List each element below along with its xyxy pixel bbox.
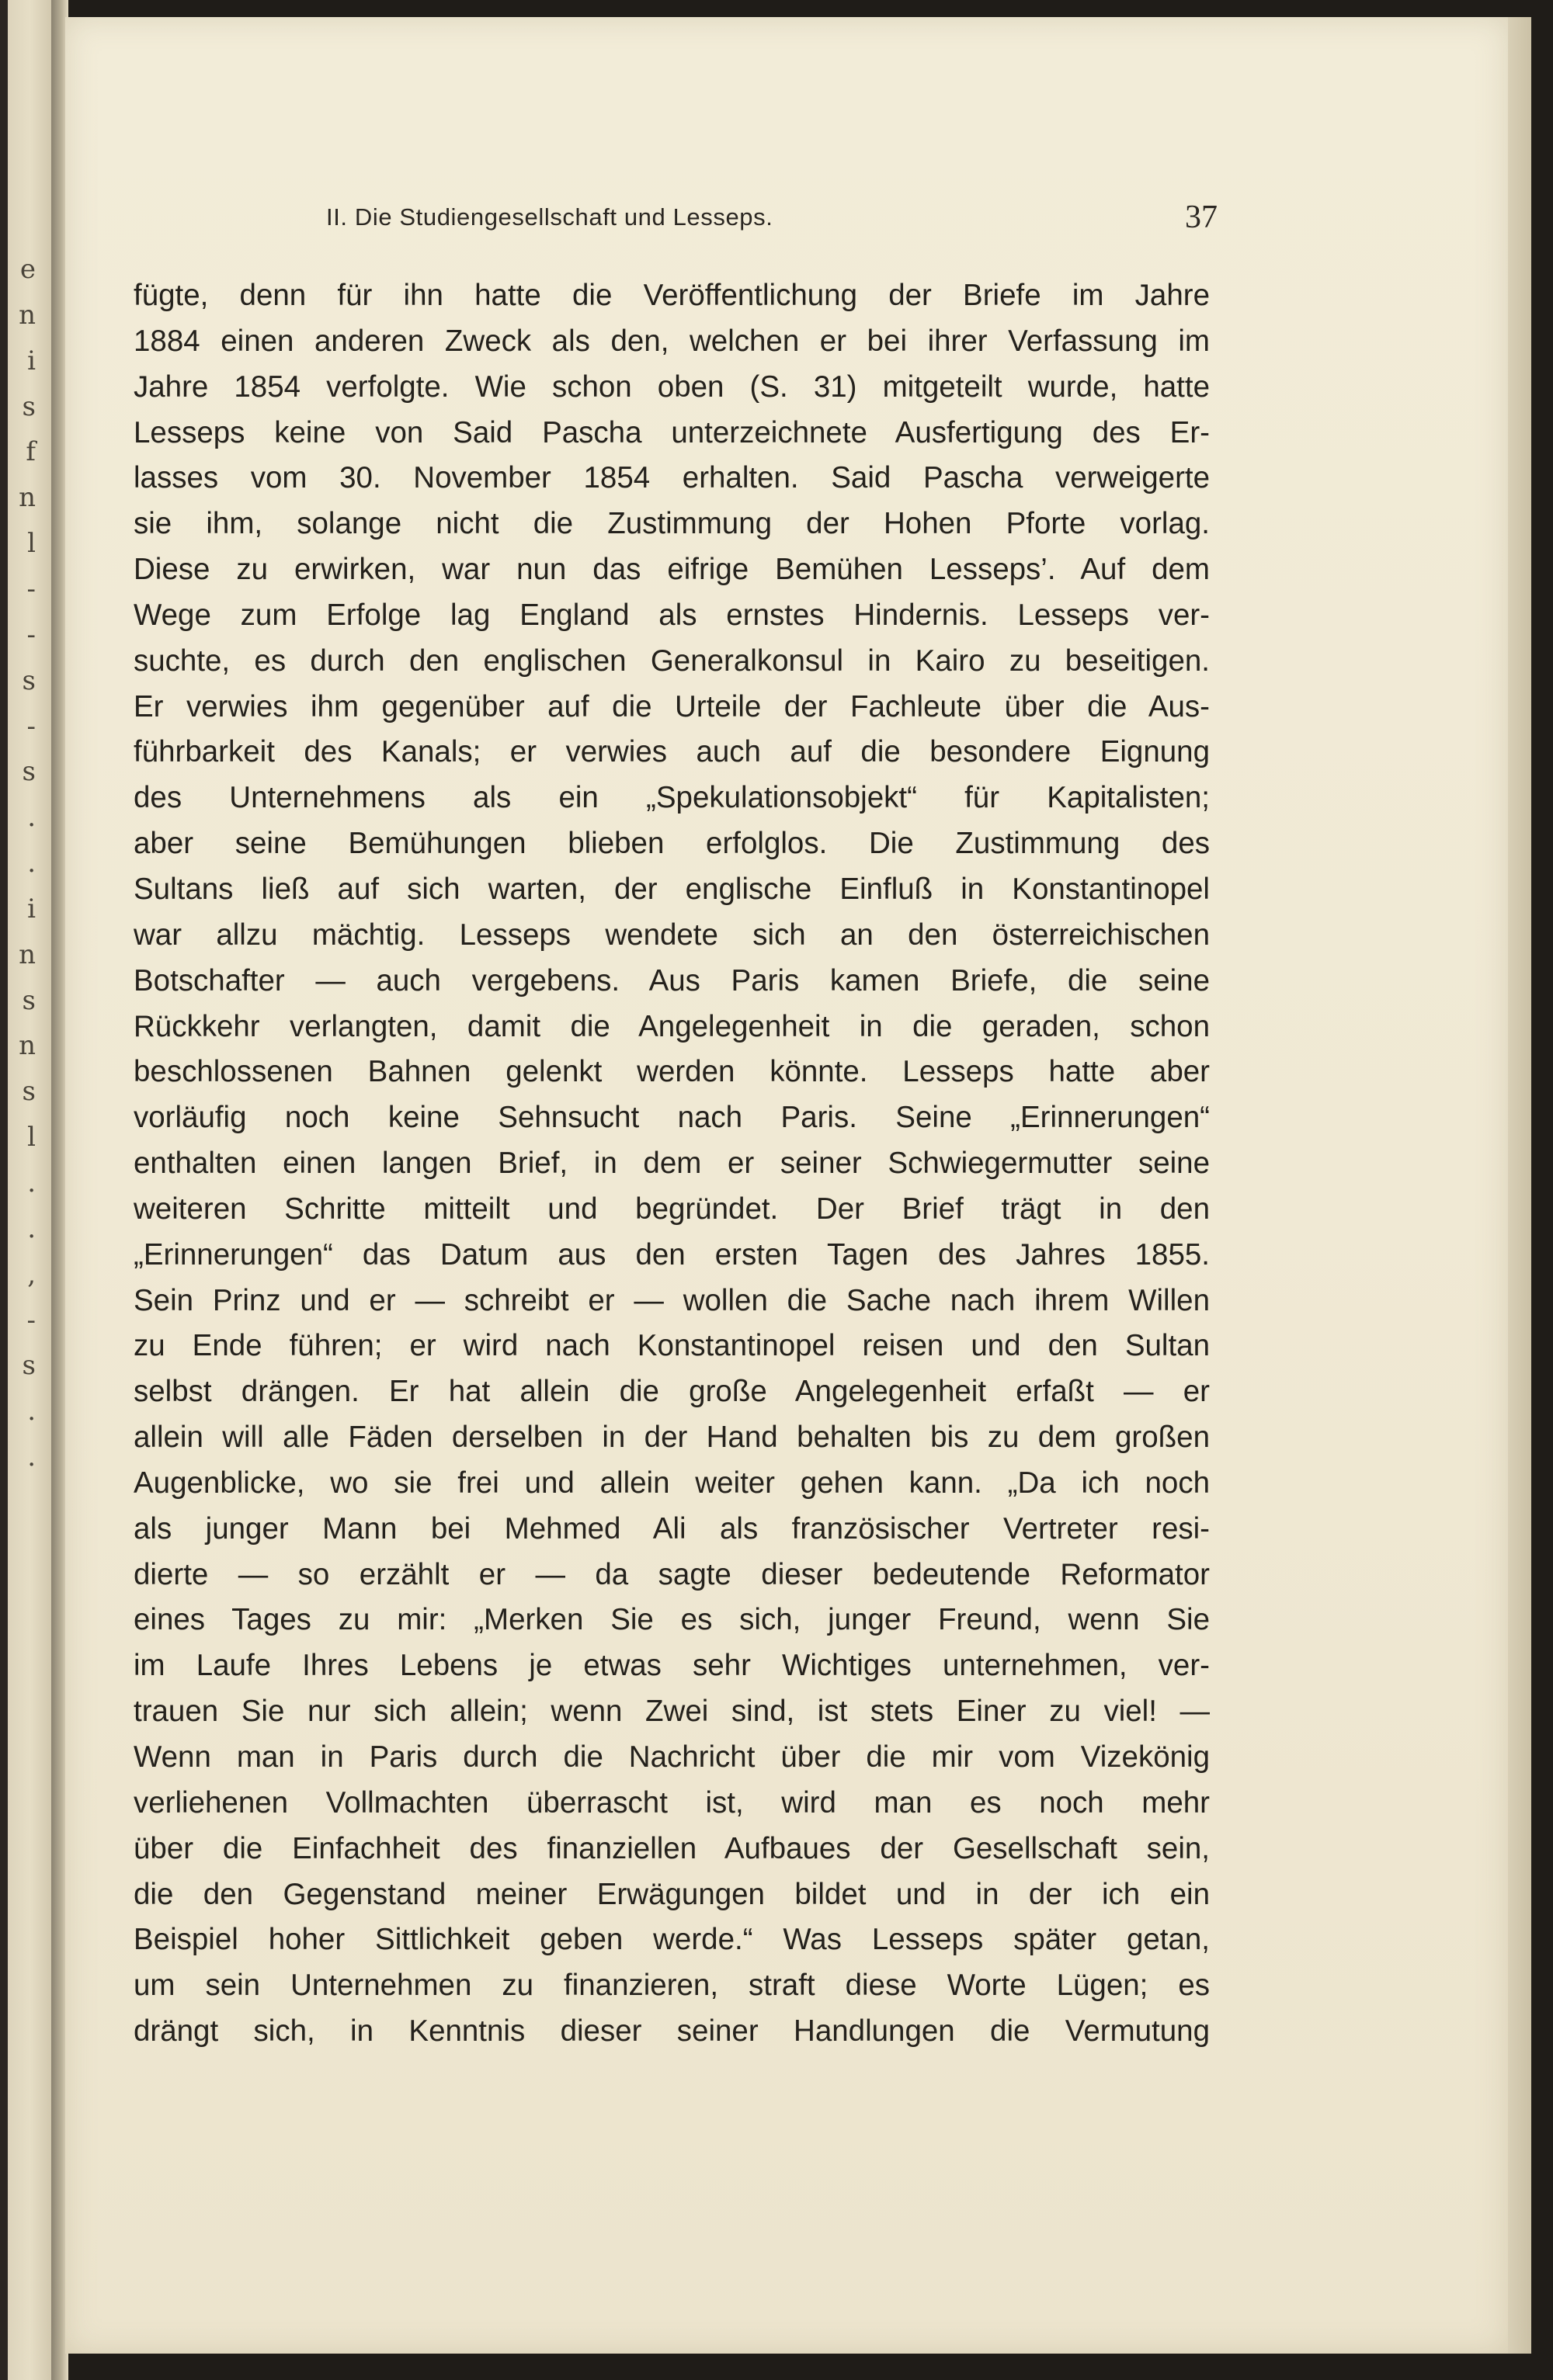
- text-line: Diese zu erwirken, war nun das eifrige Bemühen Lesseps’. Auf dem: [134, 553, 1210, 587]
- text-line: beschlossenen Bahnen gelenkt werden könnte. Lesseps hatte aber: [134, 1055, 1210, 1089]
- text-line: vorläufig noch keine Sehnsucht nach Paris. Seine „Erinnerungen“: [134, 1101, 1210, 1135]
- page-number: 37: [1185, 199, 1218, 235]
- text-line: enthalten einen langen Brief, in dem er seiner Schwiegermutter seine: [134, 1147, 1210, 1181]
- text-line: eines Tages zu mir: „Merken Sie es sich, junger Freund, wenn Sie: [134, 1603, 1210, 1637]
- previous-page-fragment: s: [22, 984, 36, 1016]
- previous-page-fragment: s: [22, 664, 36, 696]
- previous-page-fragment: n: [19, 938, 36, 970]
- text-line: über die Einfachheit des finanziellen Aufbaues der Gesellschaft sein,: [134, 1831, 1210, 1865]
- text-line: die den Gegenstand meiner Erwägungen bildet und in der ich ein: [134, 1877, 1210, 1911]
- text-line: zu Ende führen; er wird nach Konstantinopel reisen und den Sultan: [134, 1329, 1210, 1363]
- previous-page-fragment: -: [26, 1304, 36, 1336]
- previous-page-fragment: .: [27, 1442, 36, 1473]
- previous-page-fragment: i: [27, 345, 36, 376]
- previous-page-fragment: .: [27, 1396, 36, 1428]
- text-line: Er verwies ihm gegenüber auf die Urteile der Fachleute über die Aus-: [134, 689, 1210, 723]
- previous-page-fragment: .: [27, 1167, 36, 1199]
- running-head-title: II. Die Studiengesellschaft und Lesseps.: [326, 203, 773, 231]
- previous-page-fragment: l: [27, 1122, 36, 1154]
- text-line: lasses vom 30. November 1854 erhalten. Said Pascha verweigerte: [134, 461, 1210, 495]
- text-line: drängt sich, in Kenntnis dieser seiner Handlungen die Vermutung: [134, 2014, 1210, 2049]
- previous-page-fragment: l: [27, 528, 36, 560]
- text-line: um sein Unternehmen zu finanzieren, straft diese Worte Lügen; es: [134, 1969, 1210, 2003]
- previous-page-fragment: -: [26, 573, 36, 605]
- previous-page-fragments: [5, 256, 36, 1809]
- text-line: dierte — so erzählt er — da sagte dieser bedeutende Reformator: [134, 1557, 1210, 1591]
- text-line: selbst drängen. Er hat allein die große Angelegenheit erfaßt — er: [134, 1375, 1210, 1409]
- page-stack-edge: [1508, 17, 1531, 2354]
- previous-page-fragment: n: [19, 299, 36, 331]
- previous-page-fragment: .: [27, 802, 36, 834]
- text-line: fügte, denn für ihn hatte die Veröffentlichung der Briefe im Jahre: [134, 279, 1210, 312]
- text-line: als junger Mann bei Mehmed Ali als französischer Vertreter resi-: [134, 1511, 1210, 1546]
- text-line: Augenblicke, wo sie frei und allein weiter gehen kann. „Da ich noch: [134, 1466, 1210, 1500]
- text-line: allein will alle Fäden derselben in der Hand behalten bis zu dem großen: [134, 1421, 1210, 1455]
- previous-page-fragment: s: [22, 1350, 36, 1382]
- previous-page-fragment: n: [19, 482, 36, 514]
- previous-page-fragment: f: [26, 436, 36, 468]
- previous-page-fragment: ,: [27, 1258, 36, 1290]
- previous-page-fragment: s: [22, 390, 36, 422]
- previous-page-fragment: .: [27, 1213, 36, 1244]
- text-line: Beispiel hoher Sittlichkeit geben werde.“ Was Lesseps später getan,: [134, 1923, 1210, 1957]
- previous-page-fragment: s: [22, 1076, 36, 1108]
- text-line: weiteren Schritte mitteilt und begründet. Der Brief trägt in den: [134, 1192, 1210, 1226]
- text-line: sie ihm, solange nicht die Zustimmung der Hohen Pforte vorlag.: [134, 507, 1210, 541]
- text-line: Wege zum Erfolge lag England als ernstes Hindernis. Lesseps ver-: [134, 598, 1210, 632]
- text-line: „Erinnerungen“ das Datum aus den ersten Tagen des Jahres 1855.: [134, 1237, 1210, 1272]
- text-line: im Laufe Ihres Lebens je etwas sehr Wichtiges unternehmen, ver-: [134, 1649, 1210, 1683]
- previous-page-fragment: e: [19, 254, 36, 285]
- text-line: verliehenen Vollmachten überrascht ist, wird man es noch mehr: [134, 1785, 1210, 1820]
- text-line: 1884 einen anderen Zweck als den, welchen er bei ihrer Verfassung im: [134, 324, 1210, 358]
- text-line: Lesseps keine von Said Pascha unterzeichnete Ausfertigung des Er-: [134, 415, 1210, 449]
- text-line: aber seine Bemühungen blieben erfolglos. Die Zustimmung des: [134, 827, 1210, 861]
- text-line: war allzu mächtig. Lesseps wendete sich an den österreichischen: [134, 918, 1210, 952]
- previous-page-fragment: n: [19, 1030, 36, 1062]
- previous-page-fragment: -: [26, 619, 36, 651]
- previous-page-fragment: i: [27, 893, 36, 925]
- text-line: Sein Prinz und er — schreibt er — wollen die Sache nach ihrem Willen: [134, 1283, 1210, 1317]
- previous-page-fragment: .: [27, 848, 36, 879]
- text-line: Jahre 1854 verfolgte. Wie schon oben (S. 31) mitgeteilt wurde, hatte: [134, 369, 1210, 404]
- body-text: [134, 273, 1210, 2055]
- previous-page-fragment: -: [26, 710, 36, 742]
- text-line: suchte, es durch den englischen Generalkonsul in Kairo zu beseitigen.: [134, 644, 1210, 678]
- text-line: Sultans ließ auf sich warten, der englische Einfluß in Konstantinopel: [134, 872, 1210, 906]
- text-line: führbarkeit des Kanals; er verwies auch auf die besondere Eignung: [134, 735, 1210, 769]
- text-line: Botschafter — auch vergebens. Aus Paris kamen Briefe, die seine: [134, 963, 1210, 997]
- previous-page-fragment: s: [22, 756, 36, 788]
- text-line: Wenn man in Paris durch die Nachricht über die mir vom Vizekönig: [134, 1740, 1210, 1774]
- text-line: Rückkehr verlangten, damit die Angelegenheit in die geraden, schon: [134, 1009, 1210, 1043]
- text-line: trauen Sie nur sich allein; wenn Zwei sind, ist stets Einer zu viel! —: [134, 1695, 1210, 1729]
- text-line: des Unternehmens als ein „Spekulationsobjekt“ für Kapitalisten;: [134, 781, 1210, 815]
